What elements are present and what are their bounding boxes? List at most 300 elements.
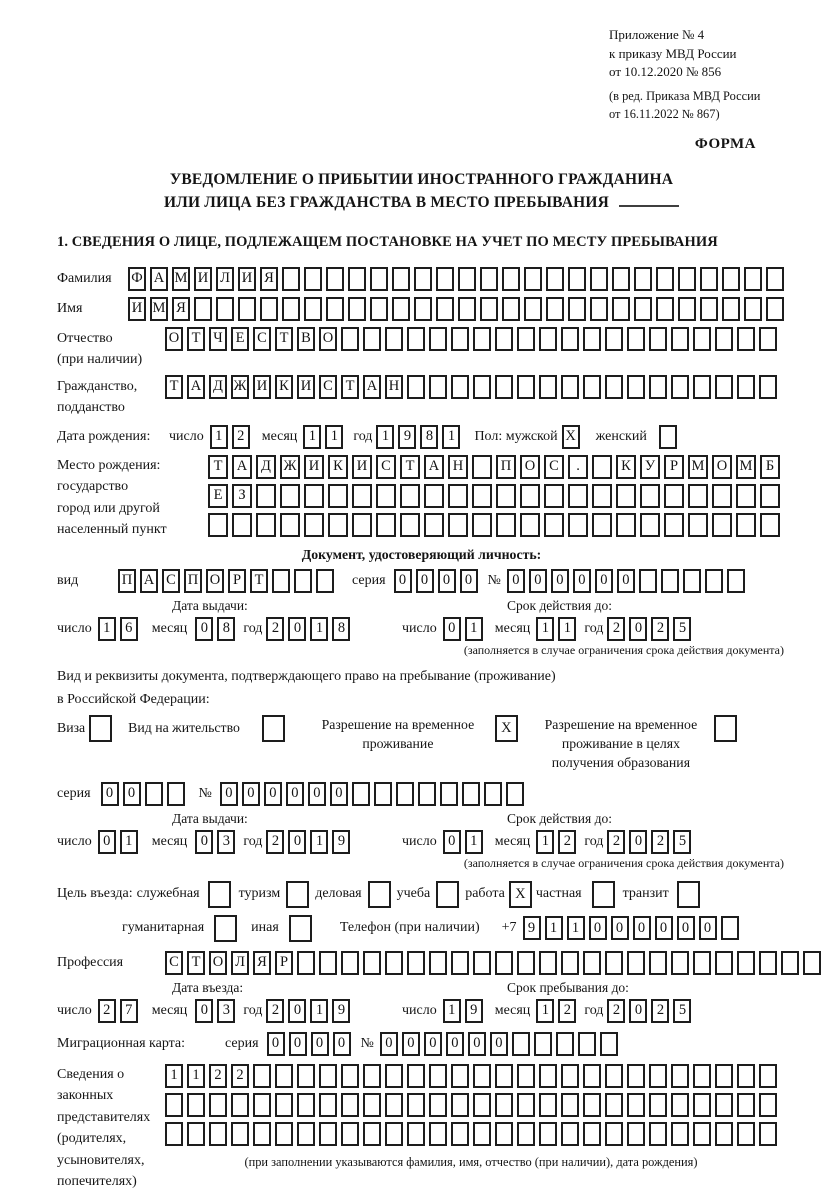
char-cell[interactable] bbox=[539, 1122, 557, 1146]
char-cell[interactable]: Д bbox=[209, 375, 227, 399]
char-cell[interactable]: Е bbox=[208, 484, 228, 508]
char-cell[interactable] bbox=[671, 1093, 689, 1117]
char-cell[interactable] bbox=[280, 513, 300, 537]
char-cell[interactable] bbox=[495, 327, 513, 351]
char-cell[interactable] bbox=[458, 267, 476, 291]
char-cell[interactable]: Т bbox=[208, 455, 228, 479]
other-checkbox[interactable] bbox=[289, 915, 312, 942]
char-cell[interactable]: 0 bbox=[551, 569, 569, 593]
tourism-checkbox-wrap[interactable] bbox=[286, 881, 309, 908]
char-cell[interactable] bbox=[448, 513, 468, 537]
char-cell[interactable] bbox=[539, 951, 557, 975]
char-cell[interactable]: Т bbox=[250, 569, 268, 593]
temporary-residence-education-checkbox-wrap[interactable] bbox=[714, 715, 737, 772]
char-cell[interactable] bbox=[744, 267, 762, 291]
char-cell[interactable]: Т bbox=[341, 375, 359, 399]
char-cell[interactable]: 1 bbox=[465, 830, 483, 854]
char-cell[interactable] bbox=[605, 1064, 623, 1088]
char-cell[interactable] bbox=[275, 1064, 293, 1088]
char-cell[interactable] bbox=[590, 267, 608, 291]
char-cell[interactable] bbox=[649, 1093, 667, 1117]
char-cell[interactable] bbox=[737, 327, 755, 351]
char-cell[interactable] bbox=[524, 267, 542, 291]
char-cell[interactable]: 3 bbox=[217, 830, 235, 854]
char-cell[interactable] bbox=[634, 267, 652, 291]
char-cell[interactable]: 0 bbox=[264, 782, 282, 806]
char-cell[interactable] bbox=[280, 484, 300, 508]
char-cell[interactable]: 1 bbox=[536, 830, 554, 854]
char-cell[interactable]: П bbox=[118, 569, 136, 593]
char-cell[interactable] bbox=[766, 297, 784, 321]
char-cell[interactable] bbox=[352, 513, 372, 537]
char-cell[interactable] bbox=[502, 297, 520, 321]
char-cell[interactable] bbox=[363, 951, 381, 975]
patronymic-cells[interactable] bbox=[165, 327, 781, 351]
char-cell[interactable] bbox=[737, 375, 755, 399]
char-cell[interactable] bbox=[376, 484, 396, 508]
char-cell[interactable] bbox=[341, 951, 359, 975]
char-cell[interactable] bbox=[736, 484, 756, 508]
char-cell[interactable]: А bbox=[187, 375, 205, 399]
char-cell[interactable] bbox=[715, 327, 733, 351]
char-cell[interactable]: 0 bbox=[468, 1032, 486, 1056]
char-cell[interactable] bbox=[605, 375, 623, 399]
char-cell[interactable]: 2 bbox=[558, 999, 576, 1023]
char-cell[interactable] bbox=[363, 1093, 381, 1117]
char-cell[interactable] bbox=[385, 1122, 403, 1146]
char-cell[interactable] bbox=[583, 375, 601, 399]
char-cell[interactable] bbox=[590, 297, 608, 321]
residence-permit-checkbox[interactable] bbox=[262, 715, 285, 742]
char-cell[interactable] bbox=[429, 951, 447, 975]
char-cell[interactable] bbox=[721, 916, 739, 940]
residence-valid-month-cells[interactable] bbox=[536, 830, 580, 854]
char-cell[interactable]: Т bbox=[165, 375, 183, 399]
identity-valid-year-cells[interactable] bbox=[607, 617, 695, 641]
char-cell[interactable] bbox=[414, 267, 432, 291]
residence-permit-checkbox-wrap[interactable] bbox=[262, 715, 285, 742]
char-cell[interactable] bbox=[715, 1064, 733, 1088]
birth-place-row-3[interactable] bbox=[208, 513, 784, 537]
char-cell[interactable] bbox=[407, 327, 425, 351]
char-cell[interactable] bbox=[759, 1064, 777, 1088]
doc-kind-cells[interactable] bbox=[118, 569, 338, 593]
identity-issue-month-cells[interactable] bbox=[195, 617, 239, 641]
char-cell[interactable] bbox=[400, 484, 420, 508]
char-cell[interactable]: Т bbox=[187, 951, 205, 975]
char-cell[interactable]: К bbox=[328, 455, 348, 479]
char-cell[interactable]: 2 bbox=[266, 830, 284, 854]
citizenship-cells[interactable] bbox=[165, 375, 781, 399]
char-cell[interactable] bbox=[496, 484, 516, 508]
char-cell[interactable] bbox=[517, 375, 535, 399]
char-cell[interactable]: О bbox=[206, 569, 224, 593]
char-cell[interactable]: 0 bbox=[330, 782, 348, 806]
char-cell[interactable] bbox=[304, 484, 324, 508]
char-cell[interactable] bbox=[517, 327, 535, 351]
char-cell[interactable] bbox=[556, 1032, 574, 1056]
char-cell[interactable] bbox=[737, 1064, 755, 1088]
char-cell[interactable] bbox=[260, 297, 278, 321]
char-cell[interactable] bbox=[727, 569, 745, 593]
char-cell[interactable] bbox=[561, 327, 579, 351]
char-cell[interactable]: 0 bbox=[460, 569, 478, 593]
char-cell[interactable]: 5 bbox=[673, 830, 691, 854]
char-cell[interactable] bbox=[275, 1093, 293, 1117]
char-cell[interactable]: 2 bbox=[651, 999, 669, 1023]
char-cell[interactable]: 1 bbox=[536, 999, 554, 1023]
char-cell[interactable] bbox=[451, 1122, 469, 1146]
char-cell[interactable] bbox=[661, 569, 679, 593]
char-cell[interactable] bbox=[678, 267, 696, 291]
char-cell[interactable] bbox=[495, 375, 513, 399]
char-cell[interactable] bbox=[429, 1093, 447, 1117]
char-cell[interactable] bbox=[448, 484, 468, 508]
doc-seriya-cells[interactable] bbox=[394, 569, 482, 593]
char-cell[interactable] bbox=[429, 327, 447, 351]
char-cell[interactable] bbox=[256, 484, 276, 508]
char-cell[interactable] bbox=[414, 297, 432, 321]
char-cell[interactable] bbox=[546, 267, 564, 291]
char-cell[interactable]: И bbox=[352, 455, 372, 479]
char-cell[interactable] bbox=[517, 1122, 535, 1146]
char-cell[interactable]: Т bbox=[400, 455, 420, 479]
transit-checkbox[interactable] bbox=[677, 881, 700, 908]
char-cell[interactable]: Ч bbox=[209, 327, 227, 351]
char-cell[interactable] bbox=[715, 1122, 733, 1146]
representatives-row-2[interactable] bbox=[165, 1093, 781, 1117]
char-cell[interactable] bbox=[165, 1093, 183, 1117]
char-cell[interactable]: 1 bbox=[443, 999, 461, 1023]
other-checkbox-wrap[interactable] bbox=[289, 915, 312, 942]
char-cell[interactable] bbox=[656, 297, 674, 321]
char-cell[interactable] bbox=[649, 951, 667, 975]
char-cell[interactable]: 0 bbox=[443, 830, 461, 854]
char-cell[interactable] bbox=[524, 297, 542, 321]
char-cell[interactable]: 0 bbox=[195, 830, 213, 854]
char-cell[interactable] bbox=[578, 1032, 596, 1056]
char-cell[interactable] bbox=[700, 267, 718, 291]
char-cell[interactable]: Д bbox=[256, 455, 276, 479]
char-cell[interactable] bbox=[649, 375, 667, 399]
char-cell[interactable]: С bbox=[165, 951, 183, 975]
temporary-residence-checkbox-wrap[interactable] bbox=[495, 715, 518, 753]
stay-day-cells[interactable] bbox=[443, 999, 487, 1023]
char-cell[interactable] bbox=[458, 297, 476, 321]
char-cell[interactable] bbox=[451, 375, 469, 399]
char-cell[interactable] bbox=[512, 1032, 530, 1056]
char-cell[interactable]: О bbox=[165, 327, 183, 351]
char-cell[interactable] bbox=[167, 782, 185, 806]
char-cell[interactable]: В bbox=[297, 327, 315, 351]
char-cell[interactable]: Ж bbox=[280, 455, 300, 479]
char-cell[interactable]: П bbox=[184, 569, 202, 593]
char-cell[interactable]: 1 bbox=[165, 1064, 183, 1088]
char-cell[interactable]: С bbox=[253, 327, 271, 351]
char-cell[interactable]: 0 bbox=[611, 916, 629, 940]
char-cell[interactable]: 0 bbox=[333, 1032, 351, 1056]
char-cell[interactable] bbox=[534, 1032, 552, 1056]
char-cell[interactable] bbox=[495, 1093, 513, 1117]
char-cell[interactable] bbox=[744, 297, 762, 321]
char-cell[interactable] bbox=[341, 1064, 359, 1088]
char-cell[interactable] bbox=[328, 513, 348, 537]
char-cell[interactable] bbox=[238, 297, 256, 321]
char-cell[interactable] bbox=[583, 327, 601, 351]
char-cell[interactable] bbox=[451, 327, 469, 351]
char-cell[interactable] bbox=[683, 569, 701, 593]
char-cell[interactable] bbox=[539, 1064, 557, 1088]
temporary-residence-education-checkbox[interactable] bbox=[714, 715, 737, 742]
char-cell[interactable] bbox=[436, 267, 454, 291]
char-cell[interactable]: К bbox=[616, 455, 636, 479]
char-cell[interactable]: 0 bbox=[633, 916, 651, 940]
char-cell[interactable] bbox=[208, 513, 228, 537]
char-cell[interactable]: Т bbox=[187, 327, 205, 351]
char-cell[interactable] bbox=[396, 782, 414, 806]
char-cell[interactable] bbox=[634, 297, 652, 321]
char-cell[interactable] bbox=[418, 782, 436, 806]
char-cell[interactable]: 0 bbox=[220, 782, 238, 806]
char-cell[interactable]: 0 bbox=[443, 617, 461, 641]
char-cell[interactable]: 0 bbox=[288, 830, 306, 854]
char-cell[interactable]: 0 bbox=[629, 999, 647, 1023]
char-cell[interactable] bbox=[429, 375, 447, 399]
identity-issue-year-cells[interactable] bbox=[266, 617, 354, 641]
humanitarian-checkbox[interactable] bbox=[214, 915, 237, 942]
char-cell[interactable] bbox=[693, 1064, 711, 1088]
char-cell[interactable] bbox=[760, 513, 780, 537]
char-cell[interactable] bbox=[480, 297, 498, 321]
char-cell[interactable] bbox=[319, 1064, 337, 1088]
char-cell[interactable]: 5 bbox=[673, 999, 691, 1023]
char-cell[interactable]: 0 bbox=[394, 569, 412, 593]
char-cell[interactable] bbox=[627, 951, 645, 975]
char-cell[interactable]: 2 bbox=[266, 617, 284, 641]
char-cell[interactable] bbox=[495, 951, 513, 975]
char-cell[interactable]: 1 bbox=[310, 999, 328, 1023]
char-cell[interactable] bbox=[297, 1122, 315, 1146]
char-cell[interactable] bbox=[407, 1064, 425, 1088]
residence-number-cells[interactable] bbox=[220, 782, 528, 806]
char-cell[interactable] bbox=[294, 569, 312, 593]
char-cell[interactable] bbox=[473, 375, 491, 399]
char-cell[interactable]: Р bbox=[664, 455, 684, 479]
char-cell[interactable] bbox=[627, 1064, 645, 1088]
char-cell[interactable] bbox=[583, 1093, 601, 1117]
char-cell[interactable]: О bbox=[209, 951, 227, 975]
entry-year-cells[interactable] bbox=[266, 999, 354, 1023]
char-cell[interactable] bbox=[568, 484, 588, 508]
char-cell[interactable]: А bbox=[232, 455, 252, 479]
char-cell[interactable] bbox=[546, 297, 564, 321]
char-cell[interactable]: А bbox=[424, 455, 444, 479]
char-cell[interactable] bbox=[451, 1093, 469, 1117]
char-cell[interactable] bbox=[517, 1064, 535, 1088]
char-cell[interactable] bbox=[715, 1093, 733, 1117]
char-cell[interactable] bbox=[671, 327, 689, 351]
char-cell[interactable] bbox=[760, 484, 780, 508]
char-cell[interactable] bbox=[502, 267, 520, 291]
char-cell[interactable]: 1 bbox=[376, 425, 394, 449]
char-cell[interactable] bbox=[374, 782, 392, 806]
char-cell[interactable] bbox=[583, 1064, 601, 1088]
char-cell[interactable]: Н bbox=[385, 375, 403, 399]
char-cell[interactable] bbox=[328, 484, 348, 508]
char-cell[interactable] bbox=[671, 1064, 689, 1088]
transit-checkbox-wrap[interactable] bbox=[677, 881, 700, 908]
char-cell[interactable] bbox=[297, 1064, 315, 1088]
char-cell[interactable]: 0 bbox=[267, 1032, 285, 1056]
char-cell[interactable] bbox=[656, 267, 674, 291]
entry-day-cells[interactable] bbox=[98, 999, 142, 1023]
char-cell[interactable] bbox=[407, 375, 425, 399]
char-cell[interactable]: И bbox=[297, 375, 315, 399]
char-cell[interactable] bbox=[297, 1093, 315, 1117]
male-checkbox-wrap[interactable] bbox=[562, 425, 584, 449]
char-cell[interactable] bbox=[592, 455, 612, 479]
char-cell[interactable] bbox=[678, 297, 696, 321]
char-cell[interactable] bbox=[649, 327, 667, 351]
char-cell[interactable] bbox=[451, 1064, 469, 1088]
char-cell[interactable]: 2 bbox=[209, 1064, 227, 1088]
char-cell[interactable] bbox=[539, 1093, 557, 1117]
identity-issue-day-cells[interactable] bbox=[98, 617, 142, 641]
study-checkbox[interactable] bbox=[436, 881, 459, 908]
char-cell[interactable] bbox=[385, 1064, 403, 1088]
char-cell[interactable]: 0 bbox=[573, 569, 591, 593]
char-cell[interactable] bbox=[231, 1093, 249, 1117]
char-cell[interactable]: 0 bbox=[595, 569, 613, 593]
char-cell[interactable]: Е bbox=[231, 327, 249, 351]
char-cell[interactable] bbox=[316, 569, 334, 593]
given-name-cells[interactable] bbox=[128, 297, 788, 321]
char-cell[interactable]: А bbox=[140, 569, 158, 593]
char-cell[interactable] bbox=[145, 782, 163, 806]
char-cell[interactable]: 0 bbox=[311, 1032, 329, 1056]
char-cell[interactable] bbox=[256, 513, 276, 537]
stay-month-cells[interactable] bbox=[536, 999, 580, 1023]
char-cell[interactable]: 9 bbox=[332, 830, 350, 854]
char-cell[interactable] bbox=[561, 951, 579, 975]
char-cell[interactable]: 0 bbox=[123, 782, 141, 806]
char-cell[interactable]: 1 bbox=[310, 830, 328, 854]
char-cell[interactable] bbox=[407, 951, 425, 975]
char-cell[interactable] bbox=[759, 375, 777, 399]
char-cell[interactable]: А bbox=[363, 375, 381, 399]
char-cell[interactable]: 6 bbox=[120, 617, 138, 641]
char-cell[interactable] bbox=[640, 513, 660, 537]
char-cell[interactable]: М bbox=[688, 455, 708, 479]
char-cell[interactable]: Т bbox=[275, 327, 293, 351]
char-cell[interactable]: А bbox=[150, 267, 168, 291]
char-cell[interactable] bbox=[392, 267, 410, 291]
char-cell[interactable] bbox=[539, 375, 557, 399]
char-cell[interactable]: О bbox=[712, 455, 732, 479]
char-cell[interactable] bbox=[253, 1064, 271, 1088]
visa-checkbox-wrap[interactable] bbox=[89, 715, 112, 742]
char-cell[interactable]: 2 bbox=[558, 830, 576, 854]
char-cell[interactable]: 0 bbox=[446, 1032, 464, 1056]
char-cell[interactable]: М bbox=[150, 297, 168, 321]
char-cell[interactable] bbox=[495, 1064, 513, 1088]
char-cell[interactable]: 0 bbox=[617, 569, 635, 593]
char-cell[interactable] bbox=[392, 297, 410, 321]
char-cell[interactable] bbox=[282, 267, 300, 291]
char-cell[interactable] bbox=[165, 1122, 183, 1146]
residence-seriya-cells[interactable] bbox=[101, 782, 189, 806]
char-cell[interactable] bbox=[561, 1064, 579, 1088]
char-cell[interactable] bbox=[385, 327, 403, 351]
doc-number-cells[interactable] bbox=[507, 569, 749, 593]
work-checkbox[interactable]: X bbox=[509, 881, 532, 908]
char-cell[interactable] bbox=[803, 951, 821, 975]
char-cell[interactable]: П bbox=[496, 455, 516, 479]
char-cell[interactable] bbox=[759, 327, 777, 351]
char-cell[interactable] bbox=[424, 484, 444, 508]
char-cell[interactable]: Ж bbox=[231, 375, 249, 399]
char-cell[interactable] bbox=[363, 1122, 381, 1146]
char-cell[interactable]: 1 bbox=[536, 617, 554, 641]
char-cell[interactable]: 2 bbox=[231, 1064, 249, 1088]
char-cell[interactable] bbox=[275, 1122, 293, 1146]
char-cell[interactable] bbox=[605, 1122, 623, 1146]
char-cell[interactable] bbox=[282, 297, 300, 321]
char-cell[interactable]: 8 bbox=[332, 617, 350, 641]
char-cell[interactable] bbox=[232, 513, 252, 537]
char-cell[interactable] bbox=[495, 1122, 513, 1146]
work-checkbox-wrap[interactable] bbox=[509, 881, 532, 908]
char-cell[interactable] bbox=[568, 513, 588, 537]
char-cell[interactable] bbox=[517, 951, 535, 975]
private-checkbox-wrap[interactable] bbox=[592, 881, 615, 908]
char-cell[interactable]: 0 bbox=[655, 916, 673, 940]
char-cell[interactable] bbox=[341, 1093, 359, 1117]
char-cell[interactable]: 5 bbox=[673, 617, 691, 641]
visa-checkbox[interactable] bbox=[89, 715, 112, 742]
char-cell[interactable] bbox=[319, 1093, 337, 1117]
char-cell[interactable] bbox=[605, 1093, 623, 1117]
char-cell[interactable] bbox=[473, 951, 491, 975]
char-cell[interactable]: 0 bbox=[677, 916, 695, 940]
char-cell[interactable]: Р bbox=[228, 569, 246, 593]
char-cell[interactable]: 0 bbox=[402, 1032, 420, 1056]
char-cell[interactable] bbox=[568, 297, 586, 321]
char-cell[interactable]: И bbox=[238, 267, 256, 291]
char-cell[interactable] bbox=[304, 513, 324, 537]
char-cell[interactable] bbox=[781, 951, 799, 975]
char-cell[interactable]: 2 bbox=[266, 999, 284, 1023]
char-cell[interactable] bbox=[693, 951, 711, 975]
char-cell[interactable]: 0 bbox=[195, 999, 213, 1023]
char-cell[interactable] bbox=[253, 1122, 271, 1146]
char-cell[interactable] bbox=[722, 267, 740, 291]
char-cell[interactable]: 0 bbox=[380, 1032, 398, 1056]
char-cell[interactable] bbox=[612, 297, 630, 321]
char-cell[interactable] bbox=[506, 782, 524, 806]
char-cell[interactable]: 1 bbox=[545, 916, 563, 940]
char-cell[interactable]: 2 bbox=[607, 999, 625, 1023]
char-cell[interactable]: И bbox=[128, 297, 146, 321]
residence-issue-month-cells[interactable] bbox=[195, 830, 239, 854]
char-cell[interactable]: С bbox=[376, 455, 396, 479]
char-cell[interactable] bbox=[605, 951, 623, 975]
stay-year-cells[interactable] bbox=[607, 999, 695, 1023]
char-cell[interactable] bbox=[187, 1093, 205, 1117]
char-cell[interactable] bbox=[605, 327, 623, 351]
char-cell[interactable] bbox=[759, 1122, 777, 1146]
char-cell[interactable] bbox=[376, 513, 396, 537]
